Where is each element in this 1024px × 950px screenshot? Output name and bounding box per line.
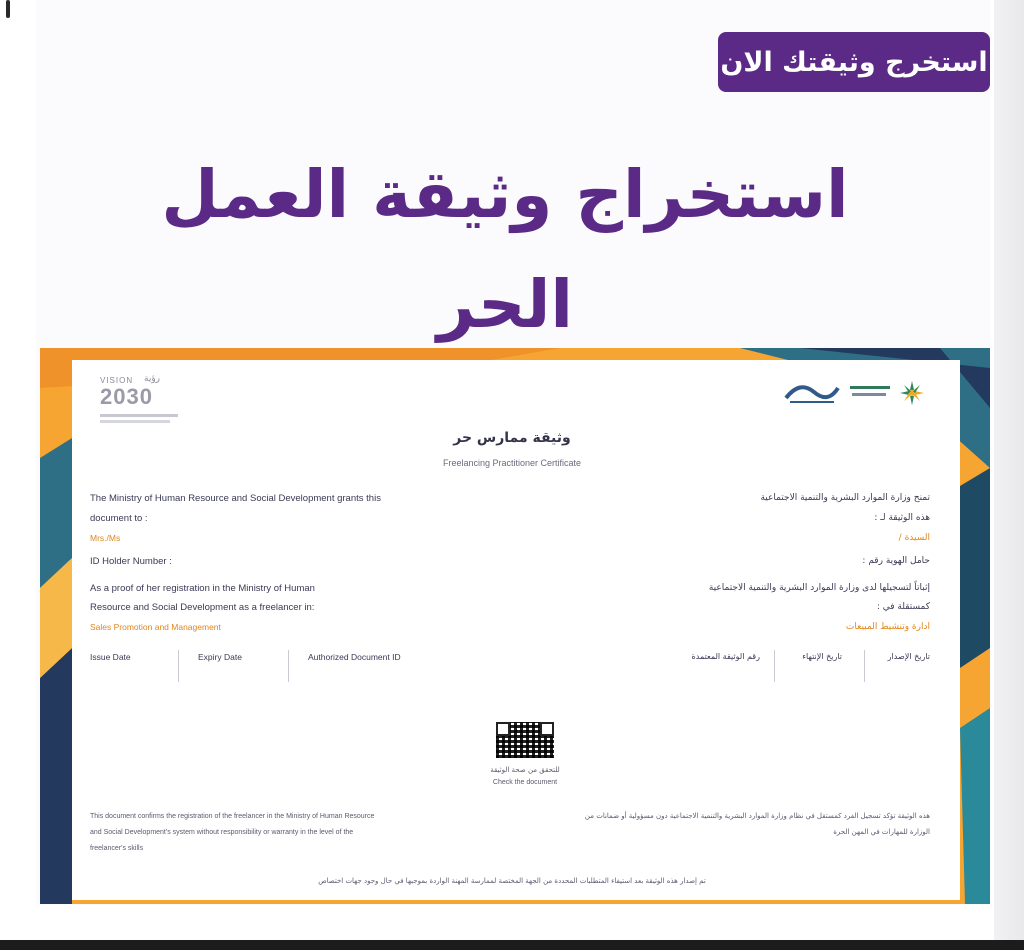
divider [864,650,865,682]
arabic-activity: ادارة وتنشيط المبيعات [845,622,930,632]
english-expiry-date: Expiry Date [198,652,242,662]
page-headline: استخراج وثيقة العمل الحر [161,156,849,343]
right-edge [994,0,1024,940]
english-proof-1: As a proof of her registration in the Ministry of Human [90,583,315,594]
footer-english-3: freelancer's skills [90,845,144,852]
arabic-freelancer: كمستقلة في : [876,602,930,612]
qr-caption-english: Check the document [492,779,558,786]
arabic-intro: تمنح وزارة الموارد البشرية والتنمية الاجتماعية [760,493,930,503]
left-edge-marker [6,0,10,18]
arabic-proof: إثباتاً لتسجيلها لدى وزارة الموارد البشرية والتنمية الاجتماعية [708,583,930,593]
ministry-logo [780,376,930,410]
certificate-image [40,348,990,904]
qr-caption-arabic: للتحقق من صحة الوثيقة [490,766,560,774]
divider [178,650,179,682]
certificate-title-arabic: وثيقة ممارس حر [453,430,571,446]
footer-english-1: This document confirms the registration of the freelancer in the Ministry of Human Resource [90,813,375,820]
qr-code [496,722,554,758]
certificate-paper [72,360,960,900]
footer-arabic-1: هذه الوثيقة تؤكد تسجيل الفرد كمستقل في نظام وزارة الموارد البشرية والتنمية الاجتماعية دون مسؤولية أو ضمانات من [584,812,930,820]
divider [774,650,775,682]
footer-english-2: and Social Development's system without responsibility or warranty in the level of the [90,829,354,836]
english-activity: Sales Promotion and Management [90,622,221,632]
english-issue-date: Issue Date [90,652,131,662]
arabic-mrs: السيدة / [898,533,930,543]
english-intro-2: document to : [90,513,148,524]
english-authorized-id: Authorized Document ID [308,652,401,662]
english-proof-2: Resource and Social Development as a freelancer in: [90,602,315,613]
divider [288,650,289,682]
english-mrs: Mrs./Ms [90,533,121,543]
arabic-expiry-date: تاريخ الإنتهاء [802,652,842,661]
arabic-intro-2: هذه الوثيقة لـ : [874,513,930,523]
footer-arabic-2: الوزارة للمهارات في المهن الحرة [833,828,930,836]
arabic-authorized-id: رقم الوثيقة المعتمدة [691,652,760,661]
certificate-title-english: Freelancing Practitioner Certificate [442,458,582,468]
english-id-holder: ID Holder Number : [90,556,172,567]
english-intro: The Ministry of Human Resource and Social Development grants this [90,493,381,504]
extract-document-button[interactable]: استخرج وثيقتك الان [718,32,990,92]
bottom-edge [0,940,1024,950]
vision-2030-logo: VISION رؤية 2030 [100,374,186,430]
footer-bottom-arabic: تم إصدار هذه الوثيقة بعد استيفاء المتطلبات المحددة من الجهة المختصة لممارسة المهنة الواردة بموجبها في حال وجود جهات اختصاص [318,877,706,885]
arabic-issue-date: تاريخ الإصدار [887,652,930,661]
arabic-id-holder: حامل الهوية رقم : [862,556,930,566]
